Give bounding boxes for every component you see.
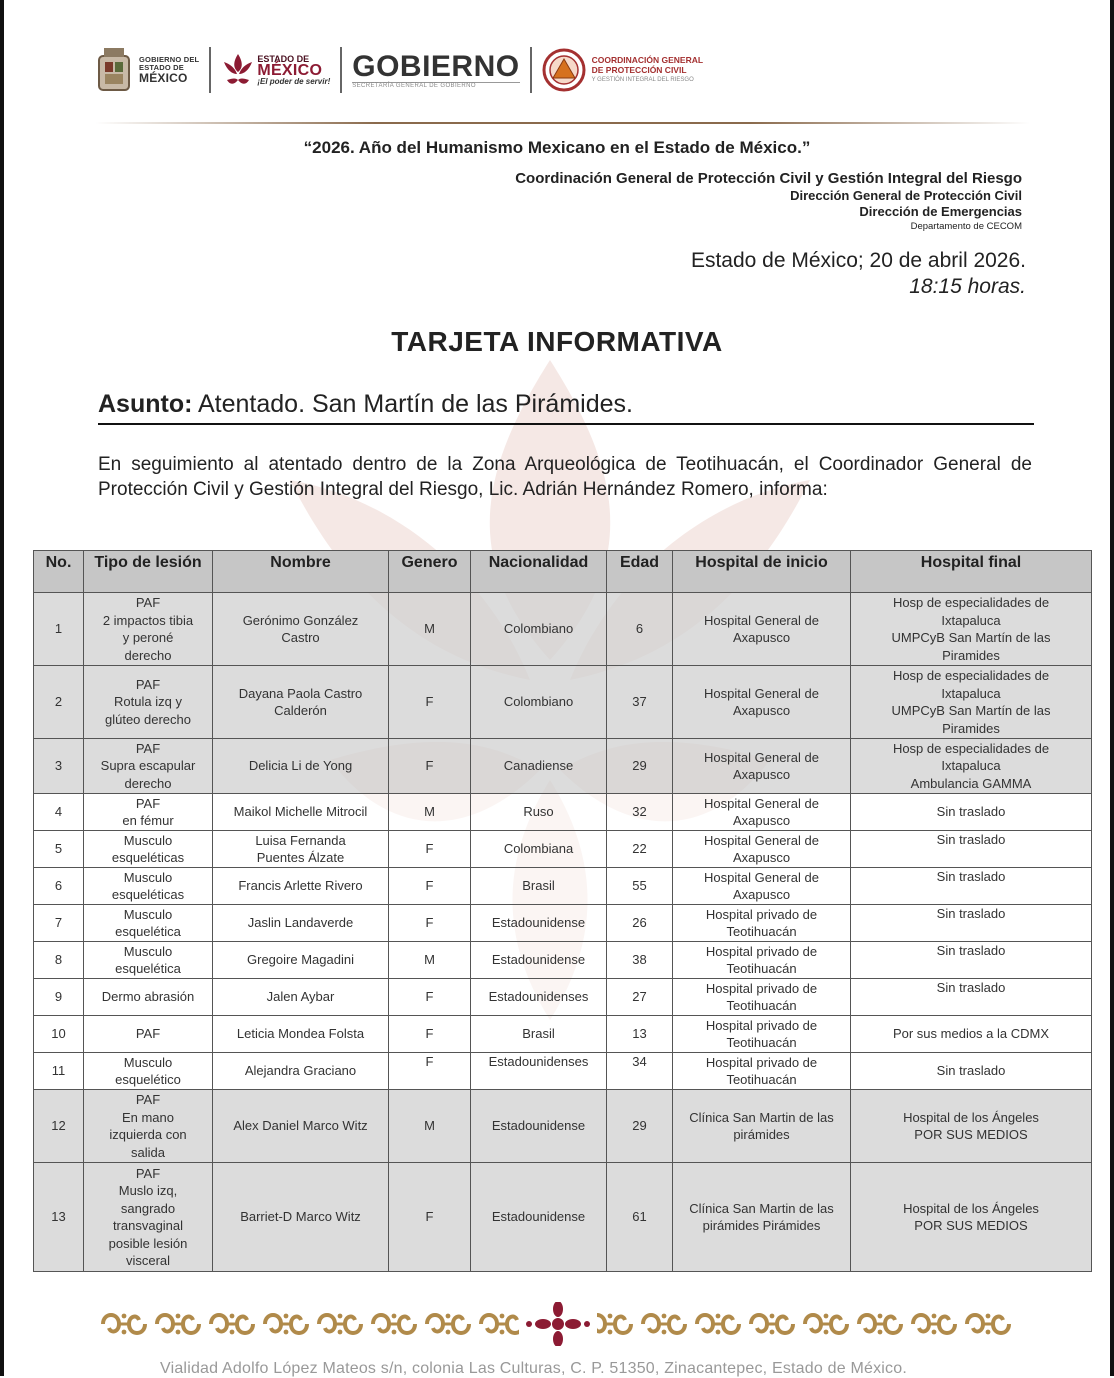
cell-nacionalidad: Colombiana [471, 831, 607, 868]
cell-nacionalidad: Ruso [471, 794, 607, 831]
logo2-slogan: ¡El poder de servir! [257, 76, 331, 86]
cell-tipo-lesion-line: PAF [135, 1165, 161, 1181]
cell-hospital-final-line: Hospital de los Ángeles [903, 1200, 1039, 1216]
cell-tipo-lesion-line: PAF [135, 740, 161, 756]
cell-no: 10 [34, 1016, 84, 1053]
cell-hospital-final [851, 1163, 1092, 1272]
cell-edad: 29 [607, 1090, 673, 1163]
cell-tipo-lesion-line: posible lesión [108, 1235, 188, 1251]
cell-genero: F [389, 831, 471, 868]
cell-genero: F [389, 1016, 471, 1053]
logo3-sub: SECRETARÍA GENERAL DE GOBIERNO [352, 82, 519, 89]
cell-edad: 38 [607, 942, 673, 979]
table-row [34, 942, 1092, 979]
cell-hospital-final-line: Hospital de los Ángeles [903, 1109, 1039, 1125]
cell-nacionalidad: Estadounidenses [471, 979, 607, 1016]
center-flower-icon [526, 1302, 590, 1346]
cell-hospital-inicio [673, 666, 851, 739]
cell-tipo-lesion-line: Musculo [123, 869, 173, 885]
cell-tipo-lesion-line: PAF [135, 676, 161, 692]
cell-no: 8 [34, 942, 84, 979]
subject-line [98, 390, 1034, 425]
table-row [34, 666, 1092, 739]
header-rule [95, 122, 1030, 124]
cell-hospital-inicio [673, 868, 851, 905]
cell-nacionalidad: Estadounidenses [471, 1053, 607, 1090]
cell-hospital-inicio [673, 1016, 851, 1053]
cell-genero: F [389, 868, 471, 905]
cell-hospital-final [851, 666, 1092, 739]
cell-hospital-inicio-line: Hospital General de [704, 795, 819, 811]
cell-tipo-lesion-line: derecho [124, 775, 172, 791]
department-line1: Coordinación General de Protección Civil y Gestión Integral del Riesgo [515, 170, 1022, 187]
cell-hospital-inicio-line: Teotihuacán [726, 1035, 797, 1050]
cell-genero: F [389, 979, 471, 1016]
cell-no: 5 [34, 831, 84, 868]
cell-edad: 13 [607, 1016, 673, 1053]
logo1-line3: MÉXICO [139, 71, 188, 85]
cell-tipo-lesion-line: 2 impactos tibia [102, 612, 194, 628]
logo-divider [530, 47, 532, 93]
cell-hospital-final-line: Sin traslado [936, 869, 1006, 884]
cell-tipo-lesion [84, 905, 213, 942]
cell-nombre-line: Alejandra Graciano [244, 1063, 357, 1079]
cell-nombre-line: Gregoire Magadini [247, 952, 354, 968]
col-header-edad: Edad [607, 551, 673, 593]
cell-hospital-inicio-line: Clínica San Martin de las [689, 1200, 834, 1216]
cell-tipo-lesion-line: esquelética [115, 924, 181, 939]
date-block [691, 248, 1026, 300]
cell-hospital-inicio [673, 831, 851, 868]
cell-hospital-final [851, 831, 1092, 868]
logo-gobierno [352, 49, 520, 89]
cell-tipo-lesion [84, 831, 213, 868]
cell-genero: M [389, 942, 471, 979]
time: 18:15 horas. [909, 275, 1026, 298]
cell-nacionalidad: Colombiano [471, 666, 607, 739]
cell-tipo-lesion [84, 1016, 213, 1053]
department-line3: Dirección de Emergencias [859, 204, 1022, 219]
cell-hospital-inicio-line: Axapusco [732, 703, 791, 718]
cell-nombre-line: Jaslin Landaverde [247, 915, 354, 931]
table-row [34, 794, 1092, 831]
department-block [515, 170, 1022, 233]
cell-hospital-final-line: Ixtapaluca [941, 612, 1001, 628]
cell-tipo-lesion-line: derecho [124, 647, 172, 663]
cell-hospital-inicio [673, 905, 851, 942]
cell-nombre [213, 905, 389, 942]
victims-table [33, 550, 1092, 1272]
cell-tipo-lesion [84, 868, 213, 905]
cell-nombre-line: Maikol Michelle Mitrocil [233, 804, 368, 820]
cell-nombre-line: Francis Arlette Rivero [238, 878, 363, 894]
cell-hospital-inicio-line: Axapusco [732, 813, 791, 828]
cell-nombre [213, 666, 389, 739]
cell-hospital-inicio [673, 979, 851, 1016]
cell-tipo-lesion-line: PAF [135, 1092, 161, 1107]
logo1-line2: ESTADO DE [139, 63, 184, 72]
cell-edad: 27 [607, 979, 673, 1016]
cell-nacionalidad: Estadounidense [471, 1163, 607, 1272]
cell-hospital-inicio-line: Axapusco [732, 887, 791, 902]
table-row [34, 868, 1092, 905]
col-header-nombre: Nombre [213, 551, 389, 593]
cell-genero: F [389, 666, 471, 739]
cell-hospital-inicio [673, 942, 851, 979]
logo-proteccion-civil [542, 48, 703, 92]
col-header-hospital-final: Hospital final [851, 551, 1092, 593]
cell-tipo-lesion-line: En mano [121, 1109, 175, 1125]
cell-hospital-inicio-line: Teotihuacán [726, 1072, 797, 1087]
cell-edad: 26 [607, 905, 673, 942]
cell-hospital-inicio-line: pirámides [733, 1127, 790, 1142]
cell-hospital-inicio-line: Axapusco [732, 850, 791, 865]
cell-edad: 22 [607, 831, 673, 868]
cell-hospital-final [851, 593, 1092, 666]
table-row [34, 593, 1092, 666]
cell-nombre [213, 739, 389, 794]
cell-nombre [213, 1163, 389, 1272]
cell-nombre-line: Jalen Aybar [266, 989, 335, 1005]
logo2-main: MÉXICO [257, 61, 323, 79]
cell-tipo-lesion-line: PAF [135, 1026, 161, 1042]
flower-icon [221, 50, 255, 90]
cell-nacionalidad: Colombiano [471, 593, 607, 666]
cell-tipo-lesion-line: esqueléticas [111, 850, 185, 865]
cell-hospital-inicio-line: Axapusco [732, 767, 791, 782]
cell-nombre [213, 942, 389, 979]
cell-nombre [213, 593, 389, 666]
cell-hospital-inicio-line: Hospital General de [704, 869, 819, 885]
intro-paragraph: En seguimiento al atentado dentro de la Zona Arqueológica de Teotihuacán, el Coordinador General de Protección Civil y Gestión Integral del Riesgo, Lic. Adrián Hernández Romero, informa: [98, 454, 1032, 500]
table-body [34, 593, 1092, 1272]
logo-divider [340, 47, 342, 93]
cell-tipo-lesion-line: Dermo abrasión [101, 989, 195, 1005]
cell-hospital-inicio-line: Axapusco [732, 630, 791, 645]
logo1-line1: GOBIERNO DEL [139, 55, 200, 64]
col-header-tipo-lesion: Tipo de lesión [84, 551, 213, 593]
cell-no: 7 [34, 905, 84, 942]
coat-of-arms-icon [95, 46, 133, 94]
cell-nombre [213, 794, 389, 831]
cell-tipo-lesion-line: Musculo [123, 832, 173, 848]
cell-hospital-final-line: Sin traslado [936, 832, 1006, 847]
cell-tipo-lesion [84, 1090, 213, 1163]
logo2-top: ESTADO DE [257, 53, 310, 64]
cell-hospital-final-line: Sin traslado [936, 1063, 1006, 1079]
footer-ornament [97, 1302, 1019, 1346]
logo4-line1: COORDINACIÓN GENERAL [591, 55, 704, 65]
cell-no: 1 [34, 593, 84, 666]
cell-tipo-lesion-line: visceral [125, 1253, 171, 1268]
cell-hospital-inicio-line: Hospital General de [704, 749, 819, 765]
cell-nombre-line: Calderón [274, 703, 327, 718]
cell-hospital-final-line: Piramides [942, 720, 1000, 736]
cell-hospital-final-line: UMPCyB San Martín de las [891, 630, 1051, 645]
cell-nacionalidad: Brasil [471, 1016, 607, 1053]
document-title: TARJETA INFORMATIVA [391, 326, 723, 357]
cell-nacionalidad: Estadounidense [471, 942, 607, 979]
cell-hospital-final-line: Hosp de especialidades de [892, 668, 1050, 683]
right-border [1110, 0, 1114, 1376]
cell-tipo-lesion-line: PAF [135, 795, 161, 811]
cell-nacionalidad: Brasil [471, 868, 607, 905]
cell-hospital-inicio [673, 739, 851, 794]
cell-hospital-final-line: Sin traslado [936, 906, 1006, 921]
cell-hospital-final-line: UMPCyB San Martín de las [891, 703, 1051, 718]
cell-hospital-final [851, 1090, 1092, 1163]
table-row [34, 1090, 1092, 1163]
cell-edad: 55 [607, 868, 673, 905]
cell-hospital-inicio-line: pirámides Pirámides [702, 1218, 821, 1233]
cell-hospital-final-line: Piramides [942, 647, 1000, 663]
cell-genero: M [389, 794, 471, 831]
cell-hospital-final-line: Ixtapaluca [941, 685, 1001, 701]
cell-hospital-inicio-line: Hospital privado de [705, 1054, 818, 1070]
cell-hospital-inicio-line: Hospital privado de [705, 1017, 818, 1033]
cell-no: 4 [34, 794, 84, 831]
cell-nombre-line: Puentes Álzate [256, 850, 345, 865]
cell-nombre-line: Luisa Fernanda [255, 832, 346, 848]
cell-hospital-inicio [673, 1053, 851, 1090]
cell-tipo-lesion-line: Musculo [123, 1054, 173, 1070]
cell-genero: M [389, 593, 471, 666]
cell-tipo-lesion-line: Muslo izq, [118, 1183, 178, 1198]
cell-hospital-final [851, 739, 1092, 794]
cell-hospital-inicio-line: Hospital General de [704, 685, 819, 701]
cell-nacionalidad: Estadounidense [471, 905, 607, 942]
cell-nombre [213, 831, 389, 868]
col-header-no: No. [34, 551, 84, 593]
cell-hospital-final-line: Ambulancia GAMMA [910, 775, 1032, 791]
cell-hospital-inicio [673, 1090, 851, 1163]
cell-hospital-inicio [673, 794, 851, 831]
cell-hospital-final-line: Hosp de especialidades de [892, 740, 1050, 756]
civil-protection-icon [542, 48, 586, 92]
subject-label: Asunto: [98, 390, 193, 418]
department-line4: Departamento de CECOM [910, 221, 1022, 232]
cell-nombre-line: Gerónimo González [242, 612, 359, 628]
cell-nacionalidad: Canadiense [471, 739, 607, 794]
logo4-line2: DE PROTECCIÓN CIVIL [591, 65, 687, 75]
cell-genero: F [389, 1163, 471, 1272]
table-row [34, 1163, 1092, 1272]
table-row [34, 739, 1092, 794]
logo-estado-de-mexico [221, 50, 330, 90]
cell-tipo-lesion [84, 979, 213, 1016]
cell-tipo-lesion [84, 1163, 213, 1272]
cell-nombre [213, 979, 389, 1016]
cell-hospital-inicio-line: Teotihuacán [726, 998, 797, 1013]
cell-hospital-final-line: Hosp de especialidades de [892, 595, 1050, 610]
cell-hospital-inicio-line: Hospital privado de [705, 943, 818, 959]
cell-hospital-inicio-line: Hospital privado de [705, 906, 818, 922]
cell-tipo-lesion-line: esquelético [115, 1072, 181, 1087]
cell-hospital-final [851, 794, 1092, 831]
cell-tipo-lesion-line: transvaginal [112, 1218, 184, 1233]
cell-nombre-line: Barriet-D Marco Witz [240, 1209, 361, 1225]
cell-edad: 37 [607, 666, 673, 739]
cell-hospital-final-line: POR SUS MEDIOS [914, 1127, 1028, 1142]
cell-edad: 6 [607, 593, 673, 666]
cell-tipo-lesion-line: Supra escapular [100, 758, 196, 774]
cell-hospital-inicio-line: Clínica San Martin de las [689, 1109, 834, 1125]
cell-nombre [213, 868, 389, 905]
cell-nombre [213, 1016, 389, 1053]
cell-hospital-final-line: Sin traslado [936, 980, 1006, 995]
year-motto: “2026. Año del Humanismo Mexicano en el Estado de México.” [303, 138, 811, 157]
cell-tipo-lesion-line: esqueléticas [111, 887, 185, 902]
cell-edad: 32 [607, 794, 673, 831]
header-logos [95, 40, 703, 100]
cell-hospital-inicio-line: Hospital privado de [705, 980, 818, 996]
logo-gobierno-estado-mexico [95, 46, 199, 94]
department-line2: Dirección General de Protección Civil [790, 188, 1022, 203]
cell-tipo-lesion-line: esquelética [115, 961, 181, 976]
col-header-nacionalidad: Nacionalidad [471, 551, 607, 593]
cell-tipo-lesion-line: salida [131, 1144, 165, 1160]
cell-hospital-inicio [673, 1163, 851, 1272]
cell-tipo-lesion-line: glúteo derecho [104, 711, 191, 727]
cell-hospital-inicio-line: Teotihuacán [726, 924, 797, 939]
cell-no: 3 [34, 739, 84, 794]
cell-hospital-final-line: POR SUS MEDIOS [914, 1218, 1028, 1233]
cell-hospital-final-line: Sin traslado [936, 943, 1006, 958]
place-date: Estado de México; 20 de abril 2026. [690, 249, 1026, 272]
cell-nombre [213, 1090, 389, 1163]
cell-genero: F [389, 905, 471, 942]
cell-hospital-final [851, 1053, 1092, 1090]
cell-hospital-final [851, 905, 1092, 942]
cell-hospital-final [851, 1016, 1092, 1053]
cell-nombre-line: Alex Daniel Marco Witz [233, 1118, 368, 1134]
table-row [34, 831, 1092, 868]
left-border [0, 0, 4, 1376]
table-row [34, 1016, 1092, 1053]
cell-hospital-inicio [673, 593, 851, 666]
cell-nacionalidad: Estadounidense [471, 1090, 607, 1163]
subject-text: Atentado. San Martín de las Pirámides. [198, 390, 633, 418]
cell-tipo-lesion [84, 593, 213, 666]
table-header-row [34, 551, 1092, 593]
table-row [34, 905, 1092, 942]
cell-tipo-lesion-line: sangrado [120, 1200, 176, 1216]
cell-hospital-final-line: Por sus medios a la CDMX [892, 1026, 1050, 1042]
cell-hospital-final [851, 942, 1092, 979]
logo4-sub: Y GESTIÓN INTEGRAL DEL RIESGO [591, 77, 694, 83]
cell-tipo-lesion [84, 739, 213, 794]
cell-genero: F [389, 1053, 471, 1090]
cell-edad: 34 [607, 1053, 673, 1090]
cell-nombre-line: Delicia Li de Yong [248, 758, 353, 774]
cell-no: 13 [34, 1163, 84, 1272]
cell-genero: M [389, 1090, 471, 1163]
cell-tipo-lesion-line: en fémur [122, 813, 174, 828]
cell-tipo-lesion-line: Rotula izq y [114, 694, 182, 710]
cell-tipo-lesion [84, 942, 213, 979]
cell-hospital-final [851, 979, 1092, 1016]
col-header-hospital-inicio: Hospital de inicio [673, 551, 851, 593]
table-row [34, 979, 1092, 1016]
cell-hospital-final-line: Ixtapaluca [941, 758, 1001, 774]
cell-nombre [213, 1053, 389, 1090]
cell-edad: 61 [607, 1163, 673, 1272]
cell-hospital-inicio-line: Teotihuacán [726, 961, 797, 976]
cell-tipo-lesion [84, 1053, 213, 1090]
cell-tipo-lesion-line: Musculo [123, 943, 173, 959]
cell-tipo-lesion [84, 666, 213, 739]
col-header-genero: Genero [389, 551, 471, 593]
cell-nombre-line: Dayana Paola Castro [238, 685, 363, 701]
cell-tipo-lesion [84, 794, 213, 831]
cell-tipo-lesion-line: y peroné [122, 630, 174, 645]
logo3-main: GOBIERNO [352, 49, 520, 83]
footer-address: Vialidad Adolfo López Mateos s/n, colonia Las Culturas, C. P. 51350, Zinacantepec, Estado de México. [160, 1360, 907, 1377]
cell-no: 11 [34, 1053, 84, 1090]
cell-hospital-inicio-line: Hospital General de [704, 612, 819, 628]
cell-tipo-lesion-line: PAF [135, 595, 161, 610]
cell-hospital-final [851, 868, 1092, 905]
cell-nombre-line: Leticia Mondea Folsta [236, 1026, 365, 1042]
cell-hospital-inicio-line: Hospital General de [704, 832, 819, 848]
cell-nombre-line: Castro [281, 630, 320, 645]
cell-no: 2 [34, 666, 84, 739]
cell-no: 12 [34, 1090, 84, 1163]
table-row [34, 1053, 1092, 1090]
cell-edad: 29 [607, 739, 673, 794]
cell-hospital-final-line: Sin traslado [936, 804, 1006, 820]
cell-tipo-lesion-line: Musculo [123, 906, 173, 922]
cell-no: 9 [34, 979, 84, 1016]
cell-genero: F [389, 739, 471, 794]
logo-divider [209, 47, 211, 93]
cell-tipo-lesion-line: izquierda con [109, 1127, 187, 1142]
cell-no: 6 [34, 868, 84, 905]
